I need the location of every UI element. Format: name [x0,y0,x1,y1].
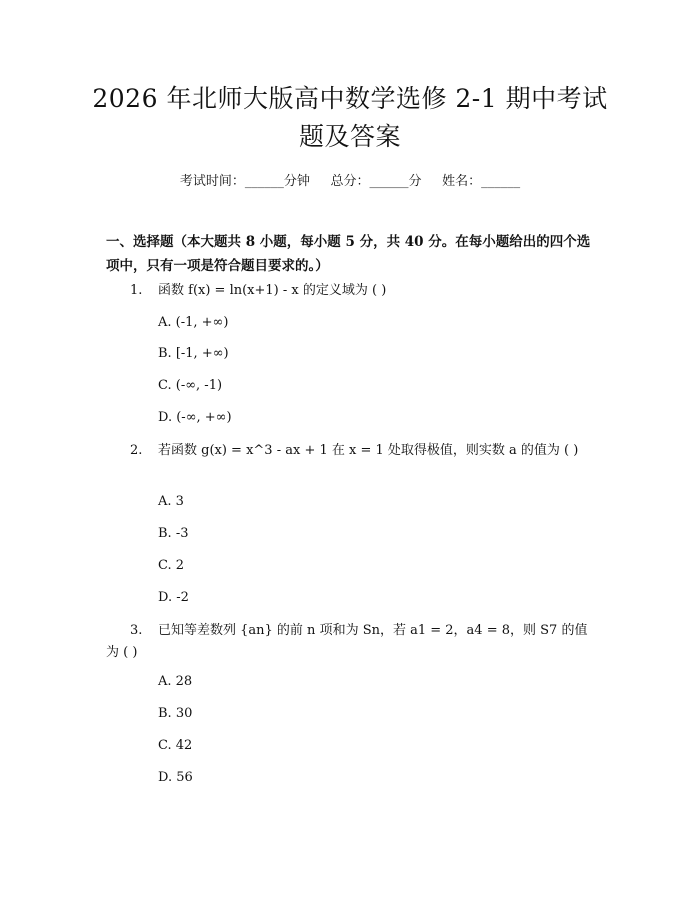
option-1b: B. [-1, +∞) [158,346,229,361]
section-heading: 一、选择题（本大题共 8 小题，每小题 5 分，共 40 分。在每小题给出的四个选项中，只有一项是符合题目要求的。） [106,234,591,274]
option-2a: A. 3 [158,494,184,509]
option-2d: D. -2 [158,590,189,605]
exam-title-line-2: 题及答案 [298,122,401,151]
option-3c: C. 42 [158,738,193,753]
option-1c: C. (-∞, -1) [158,378,223,393]
option-3d: D. 56 [158,770,193,785]
question-2 [106,440,592,462]
question-text: 函数 f(x) = ln(x+1) - x 的定义域为 ( ) [158,283,387,298]
question-3 [106,620,592,664]
question-text: 已知等差数列 {an} 的前 n 项和为 Sn，若 a1 = 2，a4 = 8，则 S7 的值为 ( ) [106,623,588,660]
exam-title [60,80,640,156]
question-1 [106,280,592,302]
exam-meta-line: 考试时间：______分钟 总分：______分 姓名：______ [179,174,521,189]
option-2b: B. -3 [158,526,189,541]
option-1a: A. (-1, +∞) [158,315,229,330]
exam-title-line-1: 2026 年北师大版高中数学选修 2-1 期中考试 [92,84,608,113]
question-number: 1. [130,283,143,298]
option-2c: C. 2 [158,558,185,573]
option-3a: A. 28 [158,674,193,689]
question-text: 若函数 g(x) = x^3 - ax + 1 在 x = 1 处取得极值，则实数 a 的值为 ( ) [158,443,579,458]
option-1d: D. (-∞, +∞) [158,410,232,425]
question-number: 2. [130,443,143,458]
option-3b: B. 30 [158,706,193,721]
question-number: 3. [130,623,143,638]
